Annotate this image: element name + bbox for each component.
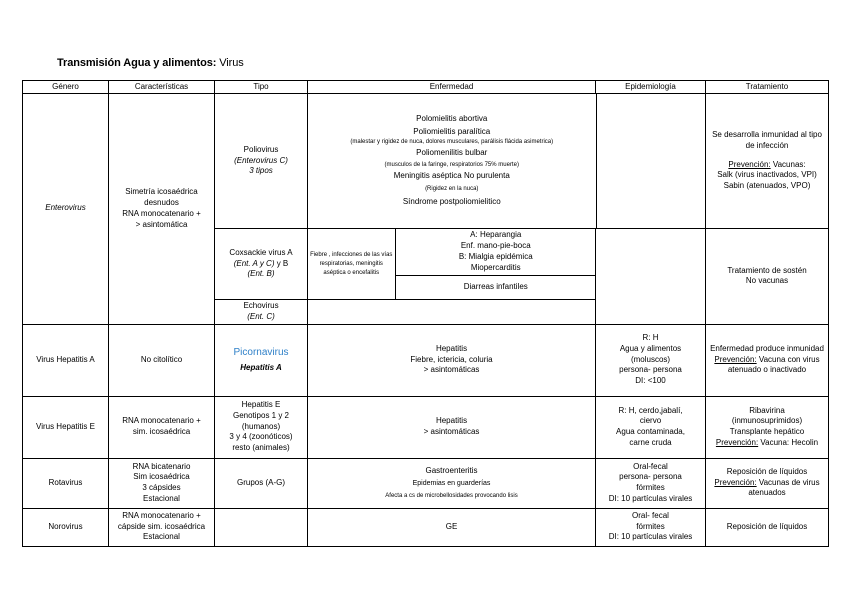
prevencion-text: Vacuna con virus atenuado o inactivado — [727, 354, 820, 375]
cell-tipo-echovirus — [215, 300, 308, 325]
text-line: ciervo — [639, 416, 662, 426]
cell-tipo-poliovirus — [215, 94, 308, 229]
text-line: Echovirus — [243, 301, 279, 310]
cell-epidemiologia-enterovirus-bottom — [596, 229, 706, 325]
text-line: 3 y 4 (zoonóticos) — [229, 432, 293, 442]
text-line: R: H — [642, 333, 659, 343]
text-line: desnudos — [144, 198, 179, 207]
cell-caracteristicas-norovirus — [109, 508, 215, 546]
text-line: Se desarrolla inmunidad al tipo de infección — [712, 130, 822, 150]
header-row — [23, 81, 829, 94]
cell-epidemiologia-rotavirus — [596, 458, 706, 508]
cell-enfermedad-poliovirus-wrapper — [308, 94, 706, 229]
text-line: > asintomática — [135, 219, 188, 229]
header-genero: Género — [23, 81, 109, 94]
text-line: (Rigidez en la nuca) — [425, 185, 479, 192]
table-row — [23, 396, 829, 458]
text-line: Gastroenteritis — [425, 465, 478, 475]
text-line: Picornavirus — [233, 346, 289, 358]
text-line: (Ent. B) — [247, 269, 275, 279]
cell-enfermedad-coxsackie-wrapper — [308, 229, 596, 300]
cell-enfermedad-hepatitis-a — [308, 324, 596, 396]
text-line — [217, 259, 305, 270]
text-part: y B — [274, 258, 289, 268]
text-line: Hepatitis — [435, 416, 468, 426]
text-line: Miopercarditis — [470, 262, 521, 272]
text-line: Síndrome postpoliomielitico — [402, 196, 501, 206]
cell-genero-hepatitis-e: Virus Hepatitis E — [23, 396, 109, 458]
text-line: Poliomenilitis bulbar — [416, 148, 488, 158]
text-line: Epidemias en guarderías — [412, 479, 491, 487]
header-tratamiento: Tratamiento — [706, 81, 829, 94]
cell-tipo-norovirus — [215, 508, 308, 546]
text-line: RNA bicatenario — [132, 461, 191, 471]
text-line: No vacunas — [745, 276, 789, 286]
text-line: 3 tipos — [249, 166, 273, 176]
cell-tipo-rotavirus: Grupos (A-G) — [215, 458, 308, 508]
virus-table — [22, 80, 829, 547]
cell-tipo-hepatitis-e — [215, 396, 308, 458]
text-line: Afecta a cs de microbellosidades provocando lisis — [385, 493, 518, 500]
text-line: Hepatitis — [435, 343, 468, 353]
cell-tipo-coxsackie — [215, 229, 308, 300]
cell-tratamiento-enterovirus — [706, 229, 829, 325]
text-line: Sim icosaédrica — [133, 472, 190, 482]
text-line: R: H, cerdo,jabalí, — [618, 405, 683, 415]
prevencion-label: Prevención: — [715, 437, 759, 447]
prevencion-label: Prevención: — [714, 354, 757, 364]
text-line: Enfermedad produce inmunidad — [710, 343, 824, 353]
text-line: RNA monocatenario + — [122, 208, 201, 218]
cell-epidemiologia-enterovirus-top — [596, 94, 706, 228]
text-line: DI: <100 — [635, 376, 666, 386]
cell-fiebre: Fiebre , infecciones de las vías respiratorias, meningitis aséptica o encefalitis — [308, 229, 395, 299]
text-line: Enf. mano-pie-boca — [460, 240, 531, 250]
text-line: DI: 10 partículas virales — [608, 532, 693, 542]
text-line: persona- persona — [619, 472, 682, 482]
text-line: persona- persona — [619, 365, 682, 375]
text-line: DI: 10 partículas virales — [608, 493, 693, 503]
inner-table — [308, 229, 596, 299]
text-line — [708, 438, 826, 449]
title-rest: Virus — [216, 57, 244, 69]
cell-caracteristicas-hepatitis-a: No citolítico — [109, 324, 215, 396]
cell-epidemiologia-hepatitis-a — [596, 324, 706, 396]
text-line: Fiebre, ictericia, coluria — [410, 354, 493, 364]
text-line: B: Mialgia epidémica — [458, 251, 533, 261]
cell-enfermedad-poliovirus — [308, 94, 596, 228]
cell-genero-rotavirus: Rotavirus — [23, 458, 109, 508]
table-row — [23, 324, 829, 396]
text-line: Genotipos 1 y 2 — [232, 410, 290, 420]
text-line: > asintomáticas — [423, 365, 480, 375]
prevencion-text: Vacuna: Hecolin — [758, 437, 819, 447]
cell-enfermedad-hepatitis-e — [308, 396, 596, 458]
text-line: Simetría icosaédrica — [125, 187, 198, 197]
text-line: Agua contaminada, — [616, 427, 685, 437]
prevencion-label: Prevención: — [714, 477, 757, 487]
text-line — [708, 478, 826, 500]
text-line: resto (animales) — [232, 443, 290, 453]
text-line: (Enterovirus C) — [234, 155, 288, 165]
cell-caracteristicas-rotavirus — [109, 458, 215, 508]
cell-tratamiento-rotavirus — [706, 458, 829, 508]
cell-enfermedad-rotavirus — [308, 458, 596, 508]
cell-caracteristicas-hepatitis-e — [109, 396, 215, 458]
text-line: carne cruda — [629, 437, 672, 447]
cell-tratamiento-hepatitis-a — [706, 324, 829, 396]
cell-tipo-hepatitis-a — [215, 324, 308, 396]
text-line: Agua y alimentos — [619, 343, 682, 353]
text-line — [708, 160, 826, 171]
text-line: Hepatitis A — [240, 363, 282, 373]
text-line: Estacional — [143, 532, 180, 542]
text-line: RNA monocatenario + — [122, 416, 201, 426]
text-line: fórmites — [636, 521, 665, 531]
title-bold: Transmisión Agua y alimentos: — [57, 57, 217, 69]
cell-coxsackie-diseases — [395, 229, 596, 275]
cell-epidemiologia-hepatitis-e — [596, 396, 706, 458]
text-line: fórmites — [636, 483, 665, 493]
text-line: (Ent. C) — [247, 311, 275, 321]
header-caracteristicas: Características — [109, 81, 215, 94]
header-tipo: Tipo — [215, 81, 308, 94]
cell-tratamiento-hepatitis-e — [706, 396, 829, 458]
cell-tratamiento-poliovirus — [706, 94, 829, 229]
text-line: (moluscos) — [630, 354, 671, 364]
table-row — [23, 508, 829, 546]
prevencion-text: Vacunas de virus atenuados — [748, 477, 820, 498]
inner-table — [308, 94, 706, 228]
text-line: Meningitis aséptica No purulenta — [393, 170, 510, 180]
cell-genero-norovirus: Norovirus — [23, 508, 109, 546]
table-row — [23, 458, 829, 508]
text-line: Polomielitis abortiva — [416, 114, 488, 124]
text-line: RNA monocatenario + — [122, 510, 201, 520]
text-line: cápside sim. icosaédrica — [117, 521, 206, 531]
text-line: A: Heparangia — [470, 230, 522, 240]
text-line: Oral- fecal — [632, 510, 669, 520]
text-line: Coxsackie virus A — [229, 247, 293, 257]
table-row — [23, 94, 829, 229]
prevencion-text: Vacunas: — [770, 159, 806, 169]
text-line: Poliomielitis paralítica — [413, 127, 491, 137]
cell-genero-hepatitis-a: Virus Hepatitis A — [23, 324, 109, 396]
cell-enfermedad-norovirus: GE — [308, 508, 596, 546]
text-line: Sabin (atenuados, VPO) — [723, 181, 811, 191]
text-line: sim. icosaédrica — [132, 427, 191, 437]
cell-epidemiologia-norovirus — [596, 508, 706, 546]
text-line — [708, 355, 826, 377]
text-line: (inmunosuprimidos) — [731, 416, 803, 426]
header-epidemiologia: Epidemiología — [596, 81, 706, 94]
text-line: Ribavirina — [749, 405, 785, 415]
prevencion-label: Prevención: — [728, 159, 771, 169]
text-line: (malestar y rigidez de nuca, dolores musculares, parálisis flácida asimetrica) — [350, 138, 554, 145]
text-line: (humanos) — [241, 421, 281, 431]
text-line: Estacional — [143, 493, 180, 503]
text-line: Hepatitis E — [241, 400, 281, 410]
text-line: Oral-fecal — [633, 461, 668, 471]
cell-echovirus-enfermedad: Diarreas infantiles — [463, 281, 528, 291]
text-line: (musculos de la faringe, respiratorios 75% muerte) — [384, 161, 519, 168]
text-line: > asintomáticas — [423, 427, 480, 437]
page-title — [57, 57, 244, 69]
cell-caracteristicas-enterovirus — [109, 94, 215, 325]
text-line: Transplante hepático — [729, 427, 805, 437]
cell-genero-enterovirus: Enterovirus — [23, 94, 109, 325]
text-line: Tratamiento de sostén — [727, 265, 807, 275]
text-line: 3 cápsides — [142, 483, 181, 493]
text-line: Poliovirus — [243, 144, 279, 154]
header-enfermedad: Enfermedad — [308, 81, 596, 94]
text-line: Reposición de líquidos — [726, 466, 808, 476]
text-line: Salk (virus inactivados, VPI) — [717, 170, 817, 180]
cell-tratamiento-norovirus: Reposición de líquidos — [706, 508, 829, 546]
text-part: (Ent. A y C) — [233, 258, 275, 268]
